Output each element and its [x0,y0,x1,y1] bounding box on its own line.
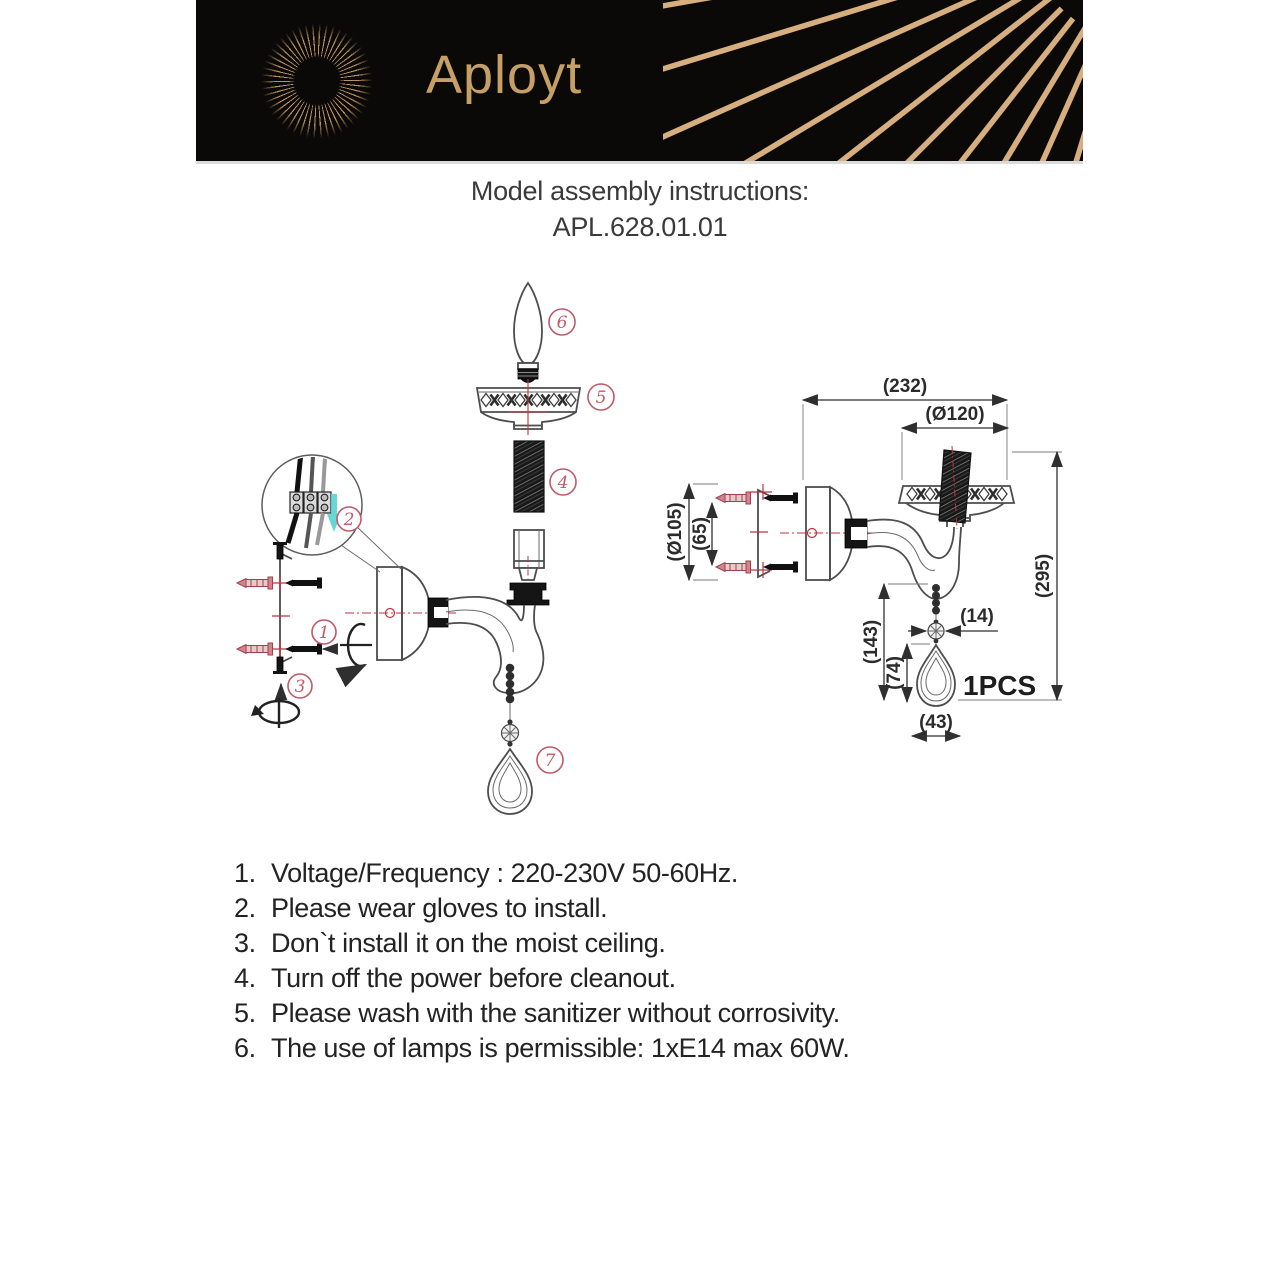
mounting-screw [763,562,798,573]
dim-pendant-length: (74) [884,656,905,690]
instruction-number: 4. [234,963,256,993]
instruction-text: Voltage/Frequency : 220-230V 50-60Hz. [271,858,739,888]
dim-backplate-diameter: (Ø105) [665,502,686,562]
mounting-bracket-side [716,484,798,578]
wall-anchor [716,561,751,573]
instruction-text: Please wear gloves to install. [271,893,608,923]
wall-anchor [716,492,751,504]
dim-drop-length: (143) [861,619,882,665]
dimensioned-view [665,376,1062,736]
instruction-number: 6. [234,1033,256,1063]
dim-total-width: (232) [882,376,928,397]
exploded-view [237,283,614,814]
svg-text:4: 4 [557,473,569,493]
model-number: APL.628.01.01 [552,212,728,242]
shade-bowl-part [477,379,580,435]
mounting-screw [285,578,322,589]
svg-text:6: 6 [556,313,568,333]
svg-text:1: 1 [318,623,330,643]
dim-bead-width: (14) [960,606,994,627]
rotate-screw-icon [340,624,372,666]
crystal-pendant-part [488,703,532,814]
instruction-item [234,894,849,922]
instruction-item [234,929,849,957]
instruction-item [234,999,849,1027]
instruction-number: 2. [234,893,256,923]
callout-4 [550,469,576,495]
lamp-arm-side [867,520,961,599]
wall-anchor [237,643,273,655]
dim-total-height: (295) [1033,553,1054,599]
wall-anchor [237,577,273,589]
dimensions [665,376,1062,736]
dim-shade-diameter: (Ø120) [925,404,985,425]
instruction-item [234,859,849,887]
svg-text:5: 5 [595,388,607,408]
socket-part [507,530,549,605]
callout-5 [588,384,614,410]
instructions-list [234,859,849,1069]
svg-text:2: 2 [343,510,355,530]
page-title: Model assembly instructions: [470,176,810,206]
mounting-bracket [237,544,372,729]
svg-text:3: 3 [294,677,306,697]
bead-chain [506,664,515,704]
mounting-screw [285,644,322,655]
dim-pendant-width: (43) [919,712,953,733]
callout-3 [288,674,312,698]
lamp-arm [446,597,543,693]
instruction-number: 5. [234,998,256,1028]
callout-2 [337,507,361,531]
brand-name: Aployt [426,45,583,105]
svg-text:7: 7 [544,751,556,771]
crystal-pendant-side [917,614,955,706]
instruction-item [234,964,849,992]
callout-6 [549,309,575,335]
callout-7 [537,747,563,773]
bulb-part [514,283,542,383]
quantity-label: 1PCS [963,670,1037,701]
instruction-text: Don`t install it on the moist ceiling. [271,928,666,958]
instruction-text: Turn off the power before cleanout. [271,963,676,993]
instruction-text: The use of lamps is permissible: 1xE14 max 60W. [271,1033,850,1063]
dim-mount-hole-spacing: (65) [690,517,711,551]
candle-sleeve-side [939,446,971,529]
instruction-number: 3. [234,928,256,958]
instruction-number: 1. [234,858,256,888]
callout-1 [312,620,336,644]
instruction-item [234,1034,849,1062]
candle-sleeve-part [514,441,544,512]
instruction-text: Please wash with the sanitizer without corrosivity. [271,998,840,1028]
